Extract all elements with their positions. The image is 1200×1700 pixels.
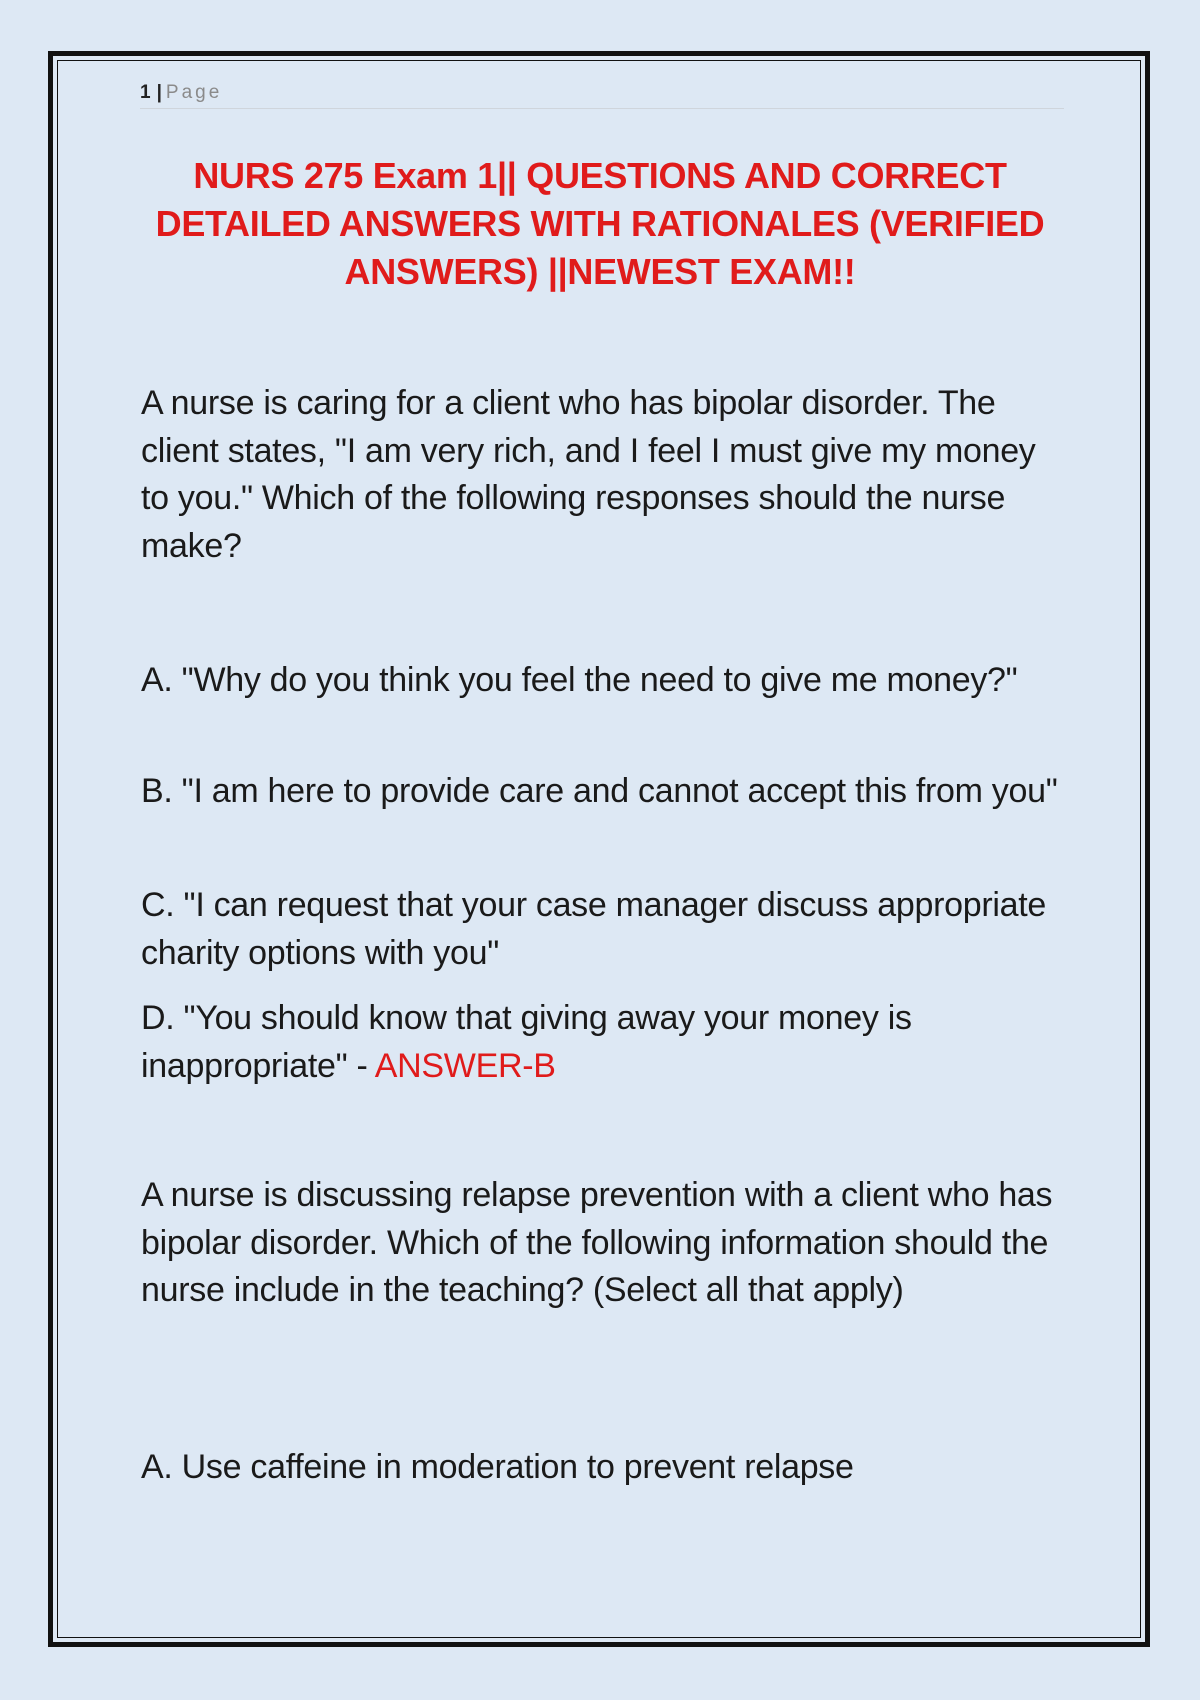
page-word: Page bbox=[165, 82, 223, 103]
question-1-option-d bbox=[141, 995, 1071, 1090]
question-2-option-a: A. Use caffeine in moderation to prevent relapse bbox=[141, 1448, 854, 1486]
question-2-text: A nurse is discussing relapse prevention with a client who has bipolar disorder. Which of the following information should the nurse include in the teaching? (Select all that apply) bbox=[141, 1176, 1053, 1309]
question-1-option-b: B. "I am here to provide care and cannot accept this from you" bbox=[141, 772, 1058, 810]
page-separator: | bbox=[156, 82, 162, 103]
question-1-option-d-text: D. "You should know that giving away your money is inappropriate" - bbox=[141, 999, 912, 1085]
page-number: 1 bbox=[140, 82, 151, 103]
page-header bbox=[140, 80, 1064, 109]
question-1-answer: ANSWER-B bbox=[374, 1046, 556, 1085]
page-border-inner bbox=[57, 60, 1141, 1638]
document-title: NURS 275 Exam 1|| QUESTIONS AND CORRECT DETAILED ANSWERS WITH RATIONALES (VERIFIED ANSWERS) ||NEWEST EXAM!! bbox=[155, 155, 1045, 292]
question-1-option-a: A. "Why do you think you feel the need to give me money?" bbox=[141, 661, 1018, 699]
question-1-text: A nurse is caring for a client who has bipolar disorder. The client states, "I am very rich, and I feel I must give my money to you." Which of the following responses should the nurse make? bbox=[141, 384, 1036, 565]
question-1-option-c: C. "I can request that your case manager discuss appropriate charity options with you" bbox=[141, 886, 1046, 972]
